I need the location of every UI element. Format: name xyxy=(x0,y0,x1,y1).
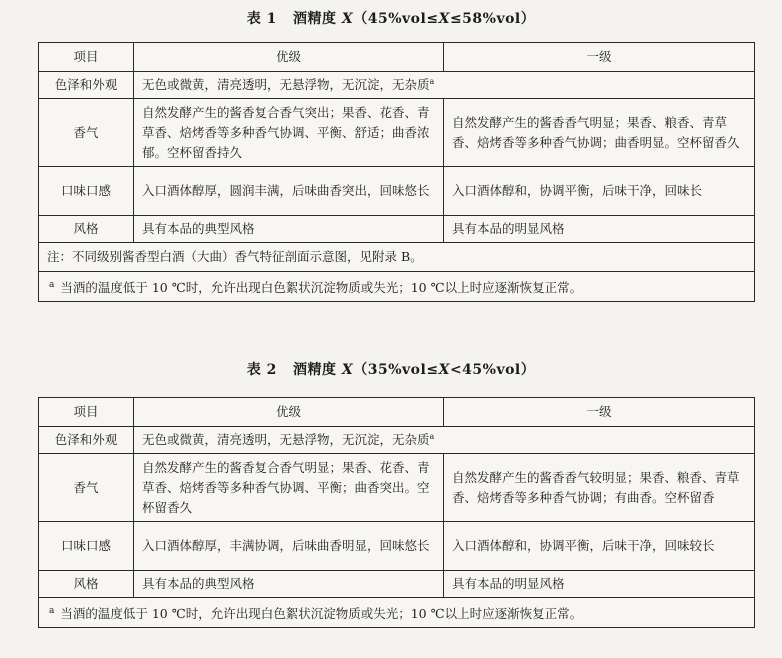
table1-caption-variable-inner: X xyxy=(438,11,450,27)
table1-header-row xyxy=(39,43,755,72)
table2-row-footnote xyxy=(39,598,755,628)
table1-caption-title: 酒精度 xyxy=(293,11,337,27)
table2-row-aroma xyxy=(39,454,755,522)
table2-style-first: 具有本品的明显风格 xyxy=(444,571,755,598)
table1 xyxy=(38,42,755,302)
table2-header-superior: 优级 xyxy=(134,398,444,427)
table1-caption-range-open: （45%vol≤ xyxy=(353,11,439,27)
table2-style-superior: 具有本品的典型风格 xyxy=(134,571,444,598)
table2-caption-title: 酒精度 xyxy=(293,362,337,378)
table2-taste-item: 口味口感 xyxy=(39,522,134,571)
table1-row-appearance xyxy=(39,72,755,99)
table1-header-superior: 优级 xyxy=(134,43,444,72)
table1-header-first: 一级 xyxy=(444,43,755,72)
table1-header-item: 项目 xyxy=(39,43,134,72)
table2-taste-first: 入口酒体醇和，协调平衡，后味干净，回味较长 xyxy=(444,522,755,571)
table1-aroma-first: 自然发酵产生的酱香香气明显；果香、粮香、青草香、焙烤香等多种香气协调；曲香明显。空杯留香久 xyxy=(444,99,755,167)
table2-caption-variable-inner: X xyxy=(438,362,450,378)
table2-row-style xyxy=(39,571,755,598)
table1-style-first: 具有本品的明显风格 xyxy=(444,216,755,243)
table2-row-appearance xyxy=(39,427,755,454)
table2-row-taste xyxy=(39,522,755,571)
table1-taste-first: 入口酒体醇和，协调平衡，后味干净，回味长 xyxy=(444,167,755,216)
table1-note: 注：不同级别酱香型白酒（大曲）香气特征剖面示意图，见附录 B。 xyxy=(39,243,755,272)
table1-caption-range-close: ≤58%vol） xyxy=(449,11,536,27)
table1-aroma-item: 香气 xyxy=(39,99,134,167)
table1-footnote-mark: a xyxy=(49,280,55,290)
table2-caption xyxy=(0,359,782,379)
table2-appearance-cell xyxy=(134,427,755,454)
table1-style-item: 风格 xyxy=(39,216,134,243)
table1-footnote-cell xyxy=(39,272,755,302)
table1-taste-superior: 入口酒体醇厚，圆润丰满，后味曲香突出，回味悠长 xyxy=(134,167,444,216)
table1-caption-variable: X xyxy=(341,11,354,27)
table1-row-aroma xyxy=(39,99,755,167)
table2-aroma-first: 自然发酵产生的酱香香气较明显；果香、粮香、青草香、焙烤香等多种香气协调；有曲香。空杯留香 xyxy=(444,454,755,522)
table2-appearance-mark: a xyxy=(429,431,435,441)
table2-footnote-text: 当酒的温度低于 10 ℃时，允许出现白色絮状沉淀物质或失光；10 ℃以上时应逐渐恢复正常。 xyxy=(60,606,583,622)
table1-caption-prefix: 表 1 xyxy=(246,11,277,27)
table2-aroma-superior: 自然发酵产生的酱香复合香气明显；果香、花香、青草香、焙烤香等多种香气协调、平衡；曲香突出。空杯留香久 xyxy=(134,454,444,522)
table2 xyxy=(38,397,755,628)
table1-appearance-text: 无色或微黄，清亮透明，无悬浮物，无沉淀，无杂质 xyxy=(142,77,430,92)
table1-footnote-text: 当酒的温度低于 10 ℃时，允许出现白色絮状沉淀物质或失光；10 ℃以上时应逐渐恢复正常。 xyxy=(60,280,583,296)
table1-row-taste xyxy=(39,167,755,216)
table2-caption-variable: X xyxy=(341,362,354,378)
table1-appearance-item: 色泽和外观 xyxy=(39,72,134,99)
table1-style-superior: 具有本品的典型风格 xyxy=(134,216,444,243)
table1-caption xyxy=(0,8,782,28)
table2-header-first: 一级 xyxy=(444,398,755,427)
table2-header-row xyxy=(39,398,755,427)
table2-taste-superior: 入口酒体醇厚，丰满协调，后味曲香明显，回味悠长 xyxy=(134,522,444,571)
table1-row-note xyxy=(39,243,755,272)
table1-aroma-superior: 自然发酵产生的酱香复合香气突出；果香、花香、青草香、焙烤香等多种香气协调、平衡、舒适；曲香浓郁。空杯留香持久 xyxy=(134,99,444,167)
table2-header-item: 项目 xyxy=(39,398,134,427)
table1-appearance-cell xyxy=(134,72,755,99)
table1-row-footnote xyxy=(39,272,755,302)
table2-caption-prefix: 表 2 xyxy=(246,362,277,378)
table2-caption-range-close: <45%vol） xyxy=(449,362,536,378)
table2-caption-range-open: （35%vol≤ xyxy=(353,362,439,378)
table1-appearance-mark: a xyxy=(429,76,435,86)
table2-appearance-text: 无色或微黄，清亮透明，无悬浮物，无沉淀，无杂质 xyxy=(142,432,430,447)
table2-footnote-cell xyxy=(39,598,755,628)
table1-taste-item: 口味口感 xyxy=(39,167,134,216)
table2-appearance-item: 色泽和外观 xyxy=(39,427,134,454)
table1-row-style xyxy=(39,216,755,243)
table2-footnote-mark: a xyxy=(49,606,55,616)
table2-aroma-item: 香气 xyxy=(39,454,134,522)
table2-style-item: 风格 xyxy=(39,571,134,598)
